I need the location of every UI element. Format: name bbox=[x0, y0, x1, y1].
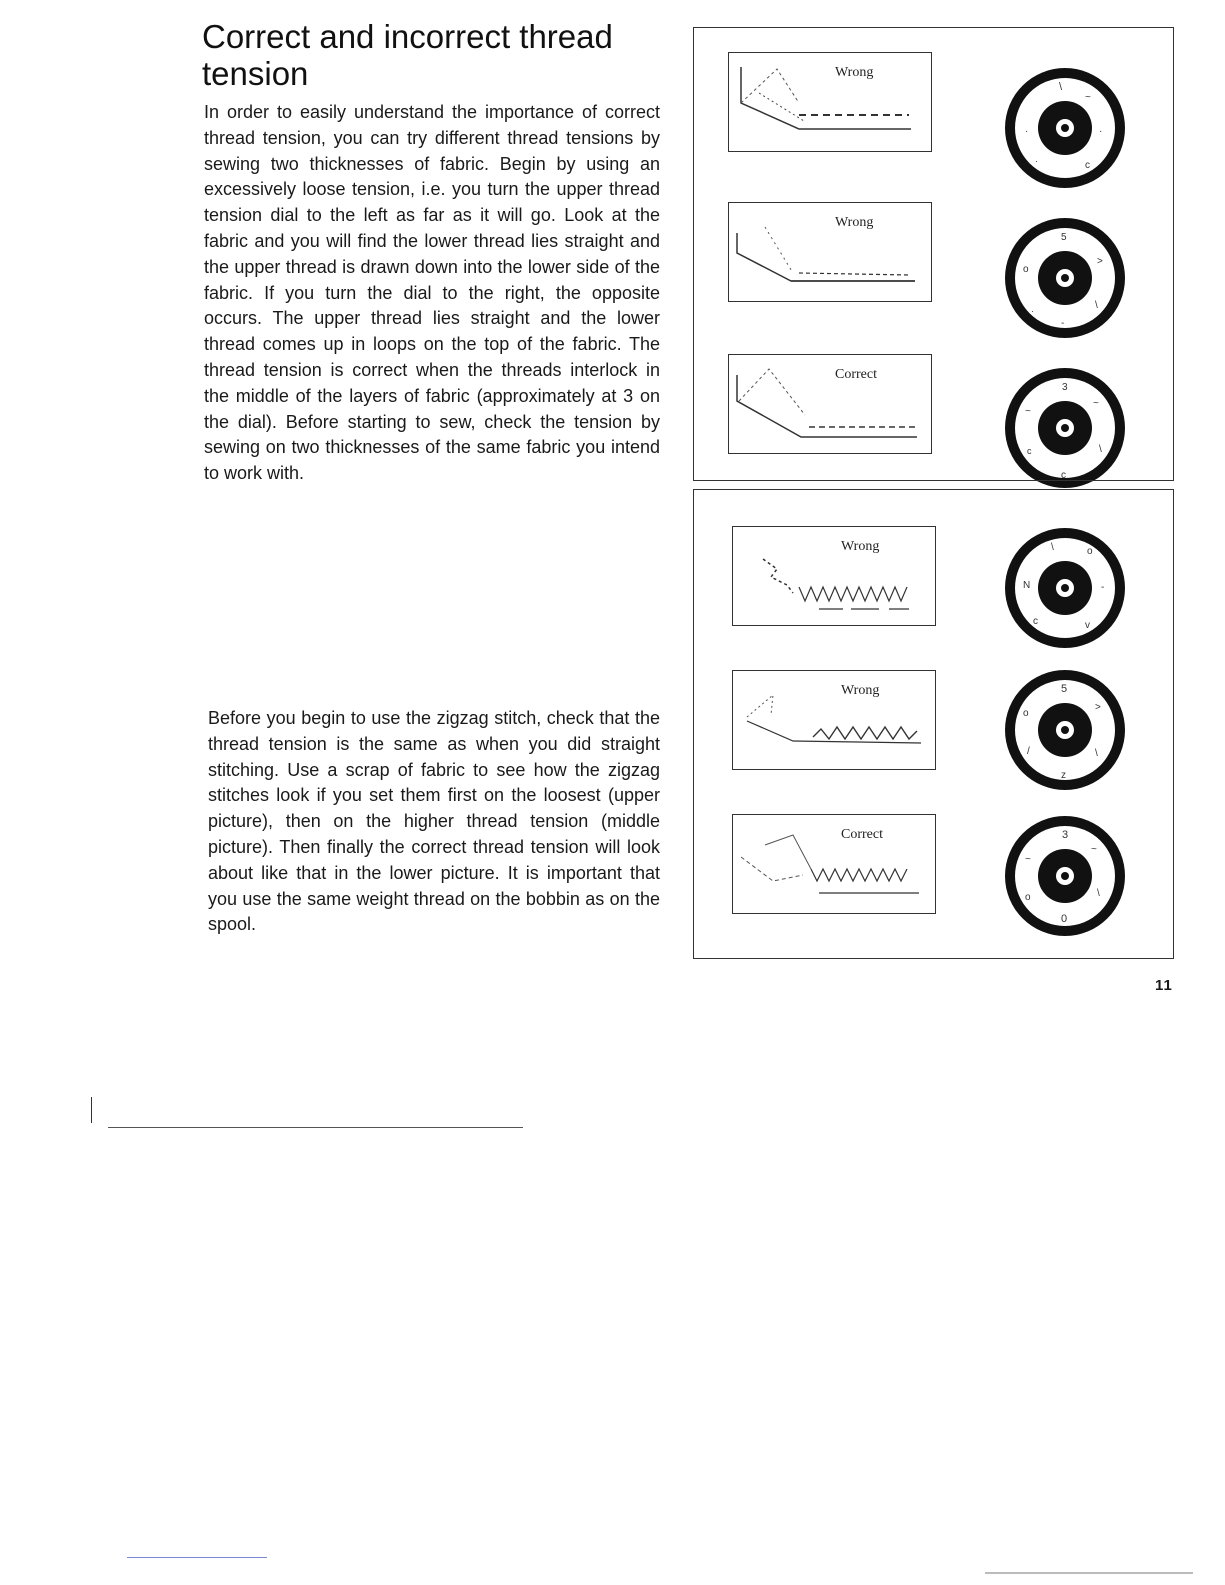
tension-dial-icon bbox=[1001, 666, 1129, 794]
svg-text:v: v bbox=[1085, 620, 1090, 631]
svg-text:\: \ bbox=[1095, 300, 1098, 311]
svg-text:>: > bbox=[1097, 256, 1103, 267]
svg-text:3: 3 bbox=[1062, 829, 1069, 841]
svg-text:~: ~ bbox=[1093, 398, 1099, 409]
stitch-example-box bbox=[728, 202, 932, 302]
svg-text:z: z bbox=[1061, 770, 1066, 781]
svg-text:~: ~ bbox=[1085, 92, 1091, 103]
svg-text:·: · bbox=[1099, 126, 1103, 137]
zigzag-tight-illustration bbox=[733, 671, 935, 769]
example-label: Correct bbox=[841, 827, 883, 842]
svg-text:c: c bbox=[1061, 470, 1066, 481]
svg-text:-: - bbox=[1061, 318, 1065, 329]
footer-rule bbox=[108, 1127, 523, 1128]
straight-stitch-tight-illustration bbox=[729, 203, 931, 301]
page-number: 11 bbox=[1155, 977, 1173, 994]
intro-paragraph: In order to easily understand the importance of correct thread tension, you can try different thread tensions by sewing two thicknesses of fabric. Begin by using an excessively loose tension, i.e. you turn the upper thread tension dial to the left as far as it will go. Look at the fabric and you will find the lower thread lies straight and the upper thread is drawn down into the lower side of the fabric. If you turn the dial to the right, the opposite occurs. The upper thread lies straight and the lower thread comes up in loops on the top of the fabric. The thread tension is correct when the threads interlock in the middle of the layers of fabric (approximately at 3 on the dial). Before starting to sew, check the tension by sewing on two thicknesses of the same fabric you intend to work with. bbox=[204, 102, 660, 484]
svg-text:o: o bbox=[1023, 264, 1029, 275]
svg-text:~: ~ bbox=[1025, 406, 1031, 417]
svg-text:-: - bbox=[1101, 582, 1105, 593]
svg-text:c: c bbox=[1027, 446, 1032, 456]
straight-stitch-panel bbox=[693, 27, 1174, 481]
zigzag-stitch-panel bbox=[693, 489, 1174, 959]
svg-text:3: 3 bbox=[1062, 382, 1068, 393]
svg-text:·: · bbox=[1031, 306, 1034, 316]
svg-text:\: \ bbox=[1059, 81, 1063, 93]
tension-dial-icon bbox=[1001, 364, 1129, 492]
tension-dial-icon bbox=[1001, 524, 1129, 652]
svg-text:·: · bbox=[1035, 156, 1038, 166]
page-title: Correct and incorrect thread tension bbox=[202, 18, 613, 92]
svg-text:5: 5 bbox=[1061, 683, 1068, 695]
svg-text:o: o bbox=[1025, 892, 1031, 903]
svg-text:c: c bbox=[1033, 616, 1038, 627]
tension-dial-icon bbox=[1001, 64, 1129, 192]
stitch-example-box bbox=[728, 354, 932, 454]
stitch-example-box bbox=[732, 670, 936, 770]
zigzag-loose-illustration bbox=[733, 527, 935, 625]
svg-text:~: ~ bbox=[1091, 844, 1097, 855]
svg-text:~: ~ bbox=[1025, 854, 1031, 865]
straight-stitch-loose-illustration bbox=[729, 53, 931, 151]
svg-text:N: N bbox=[1023, 580, 1031, 591]
svg-text:/: / bbox=[1027, 746, 1030, 757]
zigzag-correct-illustration bbox=[733, 815, 935, 913]
zigzag-paragraph: Before you begin to use the zigzag stitch, check that the thread tension is the same as when you did straight stitching. Use a scrap of fabric to see how the zigzag stitches look if you set them first on the loosest (upper picture), then on the higher thread tension (middle picture). Then finally the correct thread tension will look about like that in the lower picture. It is important that you use the same weight thread on the bobbin as on the spool. bbox=[208, 708, 660, 935]
example-label: Wrong bbox=[841, 539, 880, 554]
example-label: Wrong bbox=[835, 215, 874, 230]
svg-text:5: 5 bbox=[1061, 232, 1067, 243]
stitch-example-box bbox=[728, 52, 932, 152]
straight-stitch-correct-illustration bbox=[729, 355, 931, 453]
example-label: Correct bbox=[835, 367, 877, 382]
tension-dial-icon bbox=[1001, 214, 1129, 342]
scan-artifact-line bbox=[985, 1572, 1193, 1574]
svg-text:\: \ bbox=[1099, 444, 1102, 455]
svg-text:o: o bbox=[1087, 546, 1093, 557]
svg-text:0: 0 bbox=[1061, 913, 1068, 925]
tension-dial-icon bbox=[1001, 812, 1129, 940]
scan-artifact-line bbox=[127, 1557, 267, 1558]
margin-mark bbox=[91, 1097, 92, 1123]
svg-text:\: \ bbox=[1095, 748, 1098, 759]
example-label: Wrong bbox=[841, 683, 880, 698]
svg-text:>: > bbox=[1095, 702, 1101, 713]
svg-text:o: o bbox=[1023, 708, 1029, 719]
stitch-example-box bbox=[732, 526, 936, 626]
svg-text:\: \ bbox=[1097, 888, 1100, 899]
svg-text:c: c bbox=[1085, 160, 1090, 171]
svg-text:\: \ bbox=[1051, 542, 1054, 553]
example-label: Wrong bbox=[835, 65, 874, 80]
stitch-example-box bbox=[732, 814, 936, 914]
svg-text:·: · bbox=[1025, 126, 1029, 137]
